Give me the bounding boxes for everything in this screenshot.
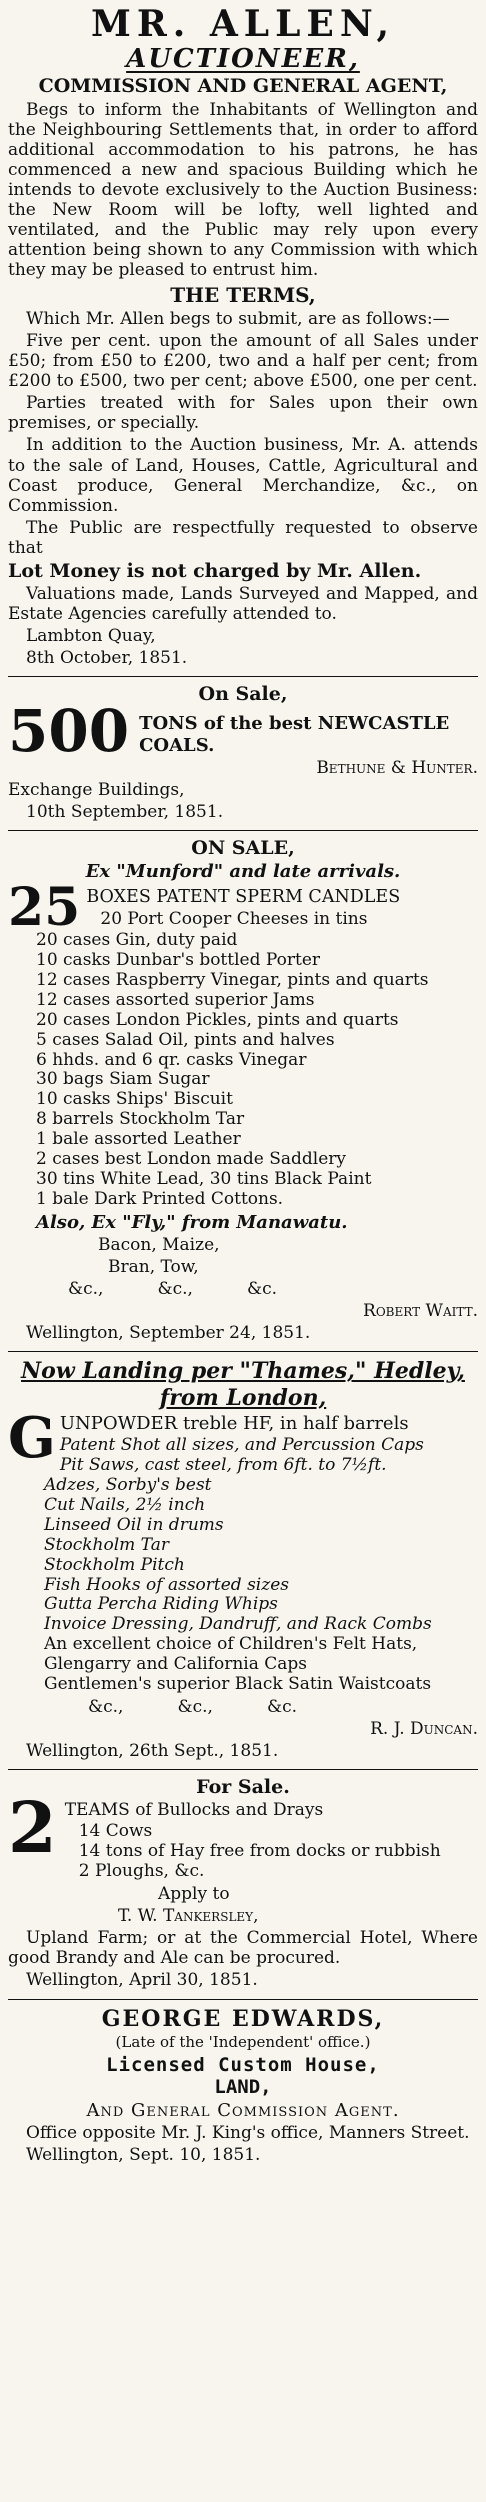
list-item: Stockholm Tar (44, 1534, 169, 1555)
waitt-advertisement (8, 837, 478, 1352)
list-item: 10 casks Dunbar's bottled Porter (36, 950, 321, 971)
waitt-signature: Robert Waitt. (363, 1300, 478, 1321)
allen-valuations: Valuations made, Lands Surveyed and Mapped, and Estate Agencies carefully attended to. (8, 584, 478, 625)
allen-terms-2: Parties treated with for Sales upon their own premises, or specially. (8, 393, 478, 434)
list-item: 2 cases best London made Saddlery (36, 1148, 347, 1169)
duncan-heading: Now Landing per "Thames," Hedley, from London, (21, 1358, 465, 1411)
waitt-lead: BOXES PATENT SPERM CANDLES (86, 886, 401, 907)
allen-place: Lambton Quay, (26, 626, 156, 647)
duncan-signature: R. J. Duncan. (370, 1718, 478, 1739)
list-item: 12 cases Raspberry Vinegar, pints and quarts (36, 970, 429, 991)
list-item: Cut Nails, 2½ inch (44, 1495, 206, 1516)
waitt-lead2: 20 Port Cooper Cheeses in tins (100, 909, 368, 930)
tankersley-date: Wellington, April 30, 1851. (26, 1970, 258, 1991)
allen-terms-1: Five per cent. upon the amount of all Sales under £50; from £50 to £200, two and a half per cent; from £200 to £500, two per cent; above £500, one per cent. (8, 331, 478, 392)
list-item: Linseed Oil in drums (44, 1514, 224, 1535)
list-item: Gutta Percha Riding Whips (44, 1594, 278, 1615)
bethune-signature: Bethune & Hunter. (316, 757, 478, 778)
bethune-heading: On Sale, (198, 683, 288, 706)
bethune-advertisement (8, 683, 478, 831)
tankersley-advertisement (8, 1776, 478, 1999)
list-item: Stockholm Pitch (44, 1554, 185, 1575)
waitt-lead-row (8, 876, 478, 938)
edwards-agent: And General Commission Agent. (86, 2099, 400, 2121)
list-item: 12 cases assorted superior Jams (36, 989, 315, 1010)
allen-lot-money: Lot Money is not charged by Mr. Allen. (8, 559, 422, 582)
tankersley-items (65, 1822, 441, 1882)
waitt-produce-2: Bran, Tow, (108, 1256, 199, 1277)
waitt-number: 25 (8, 876, 81, 938)
list-item: 1 bale assorted Leather (36, 1129, 241, 1150)
tankersley-signature: T. W. Tankersley, (118, 1906, 259, 1926)
list-item: Adzes, Sorby's best (44, 1475, 212, 1496)
edwards-advertisement (8, 2006, 478, 2173)
list-item: An excellent choice of Children's Felt Hats, Glengarry and California Caps (44, 1634, 418, 1675)
tankersley-text: Upland Farm; or at the Commercial Hotel, Where good Brandy and Ale can be procured. (8, 1928, 478, 1969)
bethune-date: 10th September, 1851. (26, 802, 224, 823)
waitt-subheading: Ex "Munford" and late arrivals. (85, 861, 401, 883)
waitt-also: Also, Ex "Fly," from Manawatu. (36, 1211, 348, 1233)
bethune-text: TONS of the best NEWCASTLE COALS. (139, 713, 450, 756)
list-item: 30 bags Siam Sugar (36, 1069, 210, 1090)
duncan-date: Wellington, 26th Sept., 1851. (26, 1741, 279, 1762)
duncan-body (8, 1405, 478, 1695)
list-item: Fish Hooks of assorted sizes (44, 1574, 289, 1595)
waitt-lead-block (86, 885, 400, 932)
waitt-date: Wellington, September 24, 1851. (26, 1323, 311, 1344)
duncan-advertisement (8, 1358, 478, 1770)
list-item: 14 tons of Hay free from docks or rubbish (78, 1841, 441, 1862)
duncan-dropcap: G (8, 1405, 56, 1472)
list-item: 2 Ploughs, &c. (78, 1861, 205, 1882)
allen-terms-lead: Which Mr. Allen begs to submit, are as follows:— (26, 309, 450, 330)
bethune-offer (8, 697, 478, 766)
list-item: Invoice Dressing, Dandruff, and Rack Combs (44, 1614, 432, 1635)
list-item: 8 barrels Stockholm Tar (36, 1109, 245, 1130)
allen-date: 8th October, 1851. (26, 648, 188, 669)
waitt-heading: ON SALE, (191, 837, 295, 860)
allen-terms-3: In addition to the Auction business, Mr. A. attends to the sale of Land, Houses, Cattle, Agricultural and Coast produce, General Merchandize, &c., on Commission. (8, 435, 478, 516)
edwards-office: Office opposite Mr. J. King's office, Manners Street. (26, 2122, 470, 2143)
allen-intro: Begs to inform the Inhabitants of Wellington and the Neighbouring Settlements that, in order to afford additional accommodation to his patrons, he has commenced a new and spacious Building which he intends to devote exclusively to the Auction Business: the New Room will be lofty, well lighted and ventilated, and the Public may rely upon every attention being shown to any Commission with which they may be pleased to entrust him. (8, 99, 478, 281)
tankersley-lead: TEAMS of Bullocks and Drays (64, 1800, 324, 1821)
edwards-name: GEORGE EDWARDS, (101, 2005, 385, 2032)
bethune-number: 500 (8, 697, 130, 766)
list-item: 20 cases Gin, duty paid (36, 930, 238, 951)
duncan-first: UNPOWDER treble HF, in half barrels (59, 1413, 409, 1435)
waitt-items (8, 931, 478, 1209)
allen-terms-4: The Public are respectfully requested to observe that (8, 517, 478, 558)
edwards-date: Wellington, Sept. 10, 1851. (26, 2144, 261, 2165)
tankersley-number: 2 (8, 1786, 57, 1870)
list-item: 20 cases London Pickles, pints and quarts (36, 1009, 399, 1030)
waitt-produce-1: Bacon, Maize, (98, 1234, 220, 1255)
duncan-items (8, 1436, 478, 1694)
duncan-etc: &c., &c., &c. (88, 1696, 298, 1717)
list-item: 14 Cows (78, 1821, 153, 1842)
allen-name: MR. ALLEN, (91, 3, 395, 45)
tankersley-apply: Apply to (158, 1883, 230, 1904)
edwards-licensed: Licensed Custom House, (106, 2053, 380, 2076)
tankersley-heading: For Sale. (196, 1776, 290, 1799)
list-item: Pit Saws, cast steel, from 6ft. to 7½ft. (59, 1455, 387, 1476)
list-item: 5 cases Salad Oil, pints and halves (36, 1029, 335, 1050)
allen-terms-heading: THE TERMS, (170, 283, 316, 308)
allen-advertisement (8, 3, 478, 677)
list-item: 1 bale Dark Printed Cottons. (36, 1188, 284, 1209)
edwards-land: LAND, (214, 2075, 272, 2098)
list-item: 30 tins White Lead, 30 tins Black Paint (36, 1168, 372, 1189)
tankersley-lead-block (65, 1798, 441, 1882)
waitt-produce-3: &c., &c., &c. (68, 1278, 278, 1299)
edwards-late: (Late of the 'Independent' office.) (115, 2032, 371, 2051)
list-item: Patent Shot all sizes, and Percussion Caps (59, 1435, 424, 1456)
list-item: 10 casks Ships' Biscuit (36, 1089, 233, 1110)
allen-title: AUCTIONEER, (126, 43, 360, 74)
bethune-place: Exchange Buildings, (8, 780, 185, 801)
list-item: 6 hhds. and 6 qr. casks Vinegar (36, 1049, 307, 1070)
list-item: Gentlemen's superior Black Satin Waistcoats (44, 1673, 432, 1694)
allen-subtitle: COMMISSION AND GENERAL AGENT, (38, 74, 448, 97)
